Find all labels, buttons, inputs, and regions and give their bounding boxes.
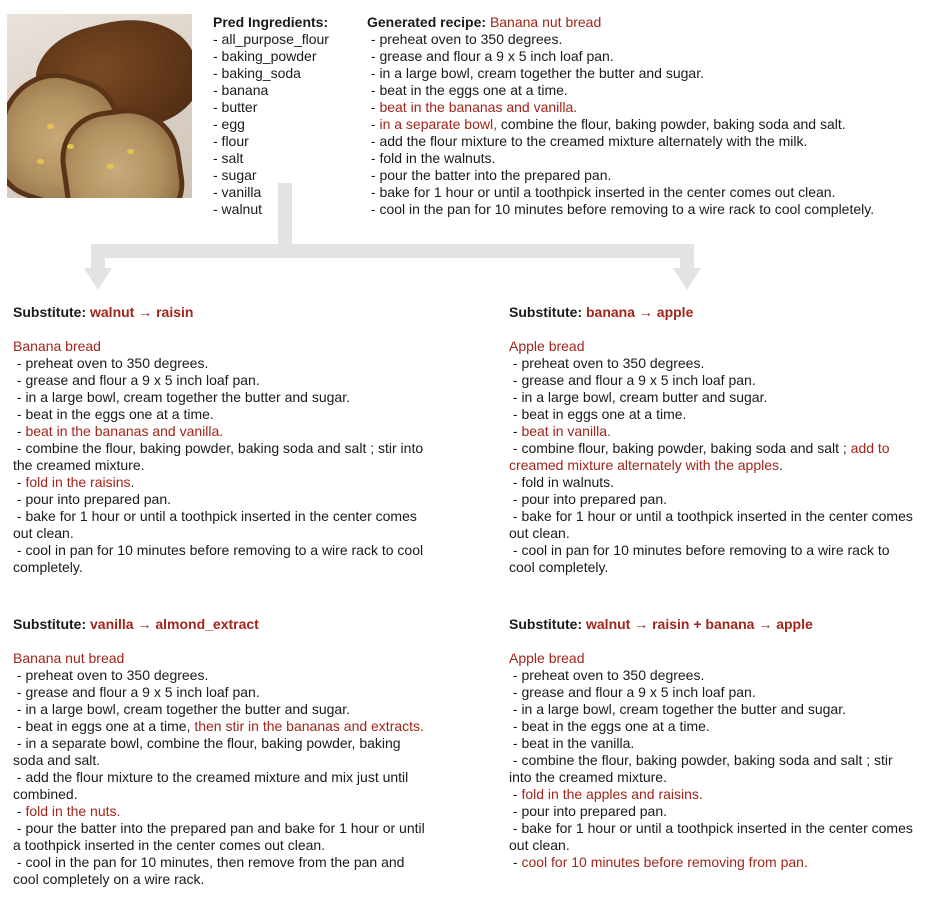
highlighted-change: fold in the nuts.	[25, 803, 121, 819]
recipe-step	[509, 491, 919, 508]
recipe-step	[13, 820, 433, 854]
substitution-header	[13, 616, 433, 633]
substitution-block-2	[509, 304, 919, 576]
recipe-step	[13, 423, 433, 440]
step-text: -	[509, 423, 522, 439]
step-text: - in a large bowl, cream together the butter and sugar.	[13, 701, 350, 717]
recipe-step	[13, 667, 433, 684]
recipe-step	[13, 718, 433, 735]
step-text: -	[13, 423, 26, 439]
step-text: - pour into prepared pan.	[509, 491, 667, 507]
substitution-change: walnut → raisin + banana → apple	[586, 616, 813, 632]
step-text: - combine flour, baking powder, baking soda and salt ;	[509, 440, 851, 456]
step-text: - grease and flour a 9 x 5 inch loaf pan.	[509, 372, 756, 388]
step-text: - combine the flour, baking powder, baking soda and salt ; stir into the creamed mixture.	[509, 752, 897, 785]
step-text: - pour the batter into the prepared pan and bake for 1 hour or until a toothpick inserted in the center comes out clean.	[13, 820, 429, 853]
step-text: - fold in the walnuts.	[367, 150, 496, 166]
recipe-step	[509, 803, 919, 820]
step-text: - cool in pan for 10 minutes before removing to a wire rack to cool completely.	[509, 542, 894, 575]
branch-connector	[278, 183, 292, 244]
substitution-change: walnut → raisin	[90, 304, 194, 320]
step-text: - combine the flour, baking powder, baking soda and salt ; stir into the creamed mixture.	[13, 440, 428, 473]
step-text: - beat in eggs one at a time.	[509, 406, 687, 422]
substitution-label: Substitute:	[13, 616, 90, 632]
recipe-step	[509, 701, 919, 718]
ingredient-item: - banana	[213, 82, 269, 98]
recipe-step	[13, 803, 433, 820]
step-text: -	[367, 99, 380, 115]
recipe-steps	[509, 355, 919, 576]
recipe-step	[509, 854, 919, 871]
step-text: - in a large bowl, cream together the butter and sugar.	[13, 389, 350, 405]
step-text: - add the flour mixture to the creamed mixture and mix just until combined.	[13, 769, 413, 802]
ingredient-item: - baking_soda	[213, 65, 301, 81]
step-text: - grease and flour a 9 x 5 inch loaf pan.	[367, 48, 614, 64]
ingredient-item: - egg	[213, 116, 245, 132]
recipe-step	[13, 474, 433, 491]
step-text: - grease and flour a 9 x 5 inch loaf pan.	[13, 684, 260, 700]
recipe-step	[509, 440, 919, 474]
recipe-step	[13, 372, 433, 389]
step-text: - bake for 1 hour or until a toothpick inserted in the center comes out clean.	[367, 184, 836, 200]
ingredient-item: - vanilla	[213, 184, 262, 200]
highlighted-change: beat in the bananas and vanilla.	[379, 99, 578, 115]
step-text: - preheat oven to 350 degrees.	[13, 667, 209, 683]
step-text: - beat in the eggs one at a time.	[367, 82, 568, 98]
step-text: -	[367, 116, 380, 132]
recipe-step	[509, 752, 919, 786]
recipe-step	[509, 735, 919, 752]
highlighted-change: then stir in the bananas and extracts.	[194, 718, 424, 734]
recipe-step	[509, 542, 919, 576]
highlighted-change: beat in vanilla.	[521, 423, 611, 439]
recipe-step	[509, 786, 919, 803]
generated-recipe-label: Generated recipe:	[367, 14, 490, 30]
step-text: -	[509, 854, 522, 870]
highlighted-change: fold in the apples and raisins.	[521, 786, 703, 802]
step-text: - beat in the eggs one at a time.	[509, 718, 710, 734]
substitution-header	[13, 304, 433, 321]
recipe-step	[509, 820, 919, 854]
step-text: combine the flour, baking powder, baking soda and salt.	[496, 116, 846, 132]
arrow-down-right-icon	[673, 258, 701, 290]
generated-recipe-title: Banana nut bread	[489, 14, 602, 30]
substitution-label: Substitute:	[509, 616, 586, 632]
recipe-title: Apple bread	[509, 338, 585, 354]
recipe-title: Banana bread	[13, 338, 101, 354]
step-text: - beat in the vanilla.	[509, 735, 635, 751]
step-text: - preheat oven to 350 degrees.	[509, 355, 705, 371]
arrow-down-left-icon	[84, 258, 112, 290]
recipe-step	[13, 389, 433, 406]
ingredient-item: - salt	[213, 150, 244, 166]
step-text: - in a large bowl, cream together the butter and sugar.	[509, 701, 846, 717]
step-text: - in a separate bowl, combine the flour, baking powder, baking soda and salt.	[13, 735, 405, 768]
step-text: - beat in eggs one at a time,	[13, 718, 195, 734]
highlighted-change: in a separate bowl,	[379, 116, 497, 132]
recipe-step	[509, 389, 919, 406]
substitution-block-3	[13, 616, 433, 888]
recipe-steps	[509, 667, 919, 871]
ingredients-label: Pred Ingredients:	[213, 14, 329, 30]
step-text: - pour the batter into the prepared pan.	[367, 167, 612, 183]
substitution-block-1	[13, 304, 433, 576]
ingredient-item: - baking_powder	[213, 48, 317, 64]
step-text: - grease and flour a 9 x 5 inch loaf pan.	[509, 684, 756, 700]
step-text: .	[130, 474, 135, 490]
branch-arrows	[0, 0, 933, 300]
recipe-step	[13, 508, 433, 542]
step-text: - grease and flour a 9 x 5 inch loaf pan.	[13, 372, 260, 388]
recipe-step	[13, 491, 433, 508]
substitution-change: vanilla → almond_extract	[90, 616, 259, 632]
highlighted-change: beat in the bananas and vanilla.	[25, 423, 224, 439]
recipe-steps	[13, 355, 433, 576]
recipe-step	[13, 440, 433, 474]
recipe-step	[509, 718, 919, 735]
step-text: - cool in pan for 10 minutes before removing to a wire rack to cool completely.	[13, 542, 427, 575]
step-text: - pour into prepared pan.	[13, 491, 171, 507]
recipe-step	[509, 508, 919, 542]
step-text: - bake for 1 hour or until a toothpick inserted in the center comes out clean.	[13, 508, 421, 541]
substitution-label: Substitute:	[509, 304, 586, 320]
substitution-header	[509, 616, 919, 633]
step-text: - beat in the eggs one at a time.	[13, 406, 214, 422]
recipe-title: Apple bread	[509, 650, 585, 666]
recipe-step	[13, 701, 433, 718]
highlighted-change: cool for 10 minutes before removing from pan.	[521, 854, 808, 870]
step-text: - add the flour mixture to the creamed mixture alternately with the milk.	[367, 133, 808, 149]
recipe-step	[13, 406, 433, 423]
step-text: .	[779, 457, 783, 473]
recipe-step	[13, 355, 433, 372]
ingredient-item: - walnut	[213, 201, 263, 217]
step-text: - cool in the pan for 10 minutes, then remove from the pan and cool completely on a wire rack.	[13, 854, 409, 887]
recipe-step	[13, 542, 433, 576]
substitution-change: banana → apple	[586, 304, 694, 320]
substitution-label: Substitute:	[13, 304, 90, 320]
recipe-step	[509, 355, 919, 372]
recipe-title: Banana nut bread	[13, 650, 125, 666]
ingredient-item: - butter	[213, 99, 258, 115]
recipe-step	[13, 854, 433, 888]
recipe-step	[509, 372, 919, 389]
recipe-step	[13, 684, 433, 701]
recipe-step	[509, 667, 919, 684]
recipe-step	[13, 769, 433, 803]
ingredient-item: - flour	[213, 133, 249, 149]
substitution-header	[509, 304, 919, 321]
recipe-step	[509, 423, 919, 440]
recipe-step	[509, 406, 919, 423]
step-text: - preheat oven to 350 degrees.	[367, 31, 563, 47]
highlighted-change: add to creamed mixture alternately with the apples	[509, 440, 894, 473]
step-text: - bake for 1 hour or until a toothpick inserted in the center comes out clean.	[509, 820, 917, 853]
step-text: - bake for 1 hour or until a toothpick inserted in the center comes out clean.	[509, 508, 917, 541]
step-text: - pour into prepared pan.	[509, 803, 667, 819]
recipe-step	[13, 735, 433, 769]
highlighted-change: fold in the raisins	[25, 474, 131, 490]
ingredient-item: - sugar	[213, 167, 257, 183]
step-text: - in a large bowl, cream butter and sugar.	[509, 389, 768, 405]
recipe-step	[509, 474, 919, 491]
branch-bar	[91, 244, 694, 258]
step-text: - preheat oven to 350 degrees.	[13, 355, 209, 371]
step-text: -	[13, 474, 26, 490]
recipe-steps	[13, 667, 433, 888]
step-text: - in a large bowl, cream together the butter and sugar.	[367, 65, 704, 81]
step-text: - cool in the pan for 10 minutes before removing to a wire rack to cool completely.	[367, 201, 875, 217]
step-text: - fold in walnuts.	[509, 474, 615, 490]
recipe-step	[509, 684, 919, 701]
step-text: - preheat oven to 350 degrees.	[509, 667, 705, 683]
step-text: -	[13, 803, 26, 819]
substitution-block-4	[509, 616, 919, 871]
step-text: -	[509, 786, 522, 802]
ingredient-item: - all_purpose_flour	[213, 31, 329, 47]
